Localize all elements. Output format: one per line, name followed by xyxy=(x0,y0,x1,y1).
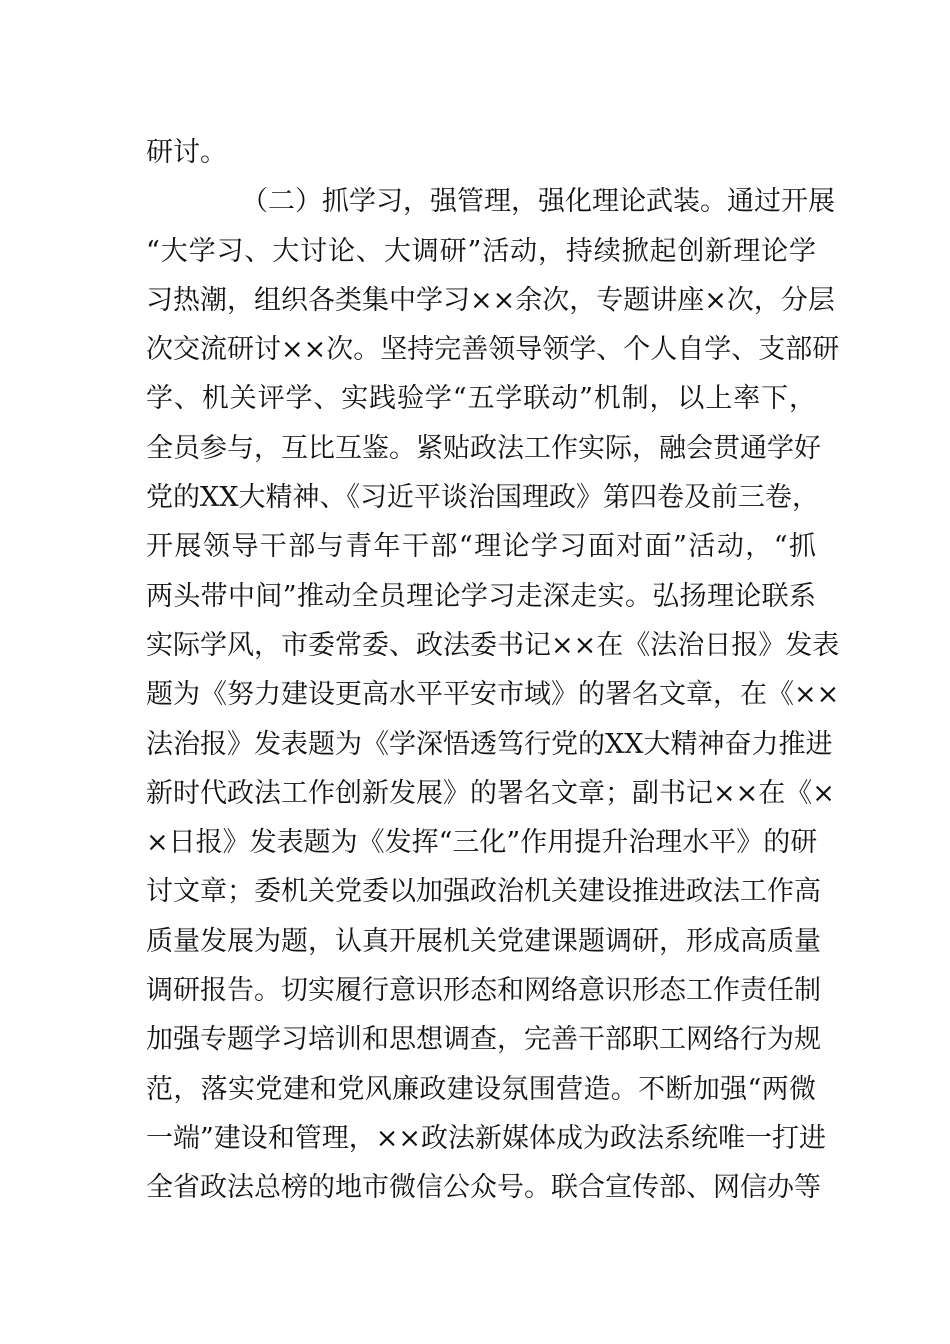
text-line: 讨文章；委机关党委以加强政治机关建设推进政法工作高 xyxy=(146,876,821,908)
text-line: 习热潮，组织各类集中学习××余次，专题讲座×次，分层 xyxy=(146,284,835,316)
text-line: 法治报》发表题为《学深悟透笃行党的XX大精神奋力推进 xyxy=(146,728,833,760)
text-line: 党的XX大精神、《习近平谈治国理政》第四卷及前三卷， xyxy=(146,482,819,514)
body-text xyxy=(146,124,840,1209)
text-line: 次交流研讨××次。坚持完善领导领学、个人自学、支部研 xyxy=(146,334,840,366)
section-heading-line: （二）抓学习，强管理，强化理论武装。通过开展 xyxy=(241,186,835,218)
text-line: 质量发展为题，认真开展机关党建课题调研，形成高质量 xyxy=(146,925,821,957)
text-line: 范，落实党建和党风廉政建设氛围营造。不断加强“两微 xyxy=(146,1073,816,1105)
text-line: 研讨。 xyxy=(146,137,227,168)
text-line: 题为《努力建设更高水平平安市域》的署名文章，在《×× xyxy=(146,679,840,711)
text-line: 加强专题学习培训和思想调查，完善干部职工网络行为规 xyxy=(146,1024,821,1056)
text-line: 两头带中间”推动全员理论学习走深走实。弘扬理论联系 xyxy=(146,580,816,612)
text-line: 全员参与，互比互鉴。紧贴政法工作实际，融会贯通学好 xyxy=(146,432,821,464)
text-line: ×日报》发表题为《发挥“三化”作用提升治理水平》的研 xyxy=(146,827,818,859)
text-line: 一端”建设和管理，××政法新媒体成为政法系统唯一打进 xyxy=(146,1122,827,1154)
text-line: 新时代政法工作创新发展》的署名文章；副书记××在《× xyxy=(146,777,835,809)
text-line: 调研报告。切实履行意识形态和网络意识形态工作责任制 xyxy=(146,975,821,1007)
text-line: 学、机关评学、实践验学“五学联动”机制，以上率下， xyxy=(146,383,816,415)
text-line: 实际学风，市委常委、政法委书记××在《法治日报》发表 xyxy=(146,629,840,661)
text-line: 全省政法总榜的地市微信公众号。联合宣传部、网信办等 xyxy=(146,1172,821,1204)
text-line: 开展领导干部与青年干部“理论学习面对面”活动，“抓 xyxy=(146,531,816,563)
text-line: “大学习、大讨论、大调研”活动，持续掀起创新理论学 xyxy=(146,235,816,267)
